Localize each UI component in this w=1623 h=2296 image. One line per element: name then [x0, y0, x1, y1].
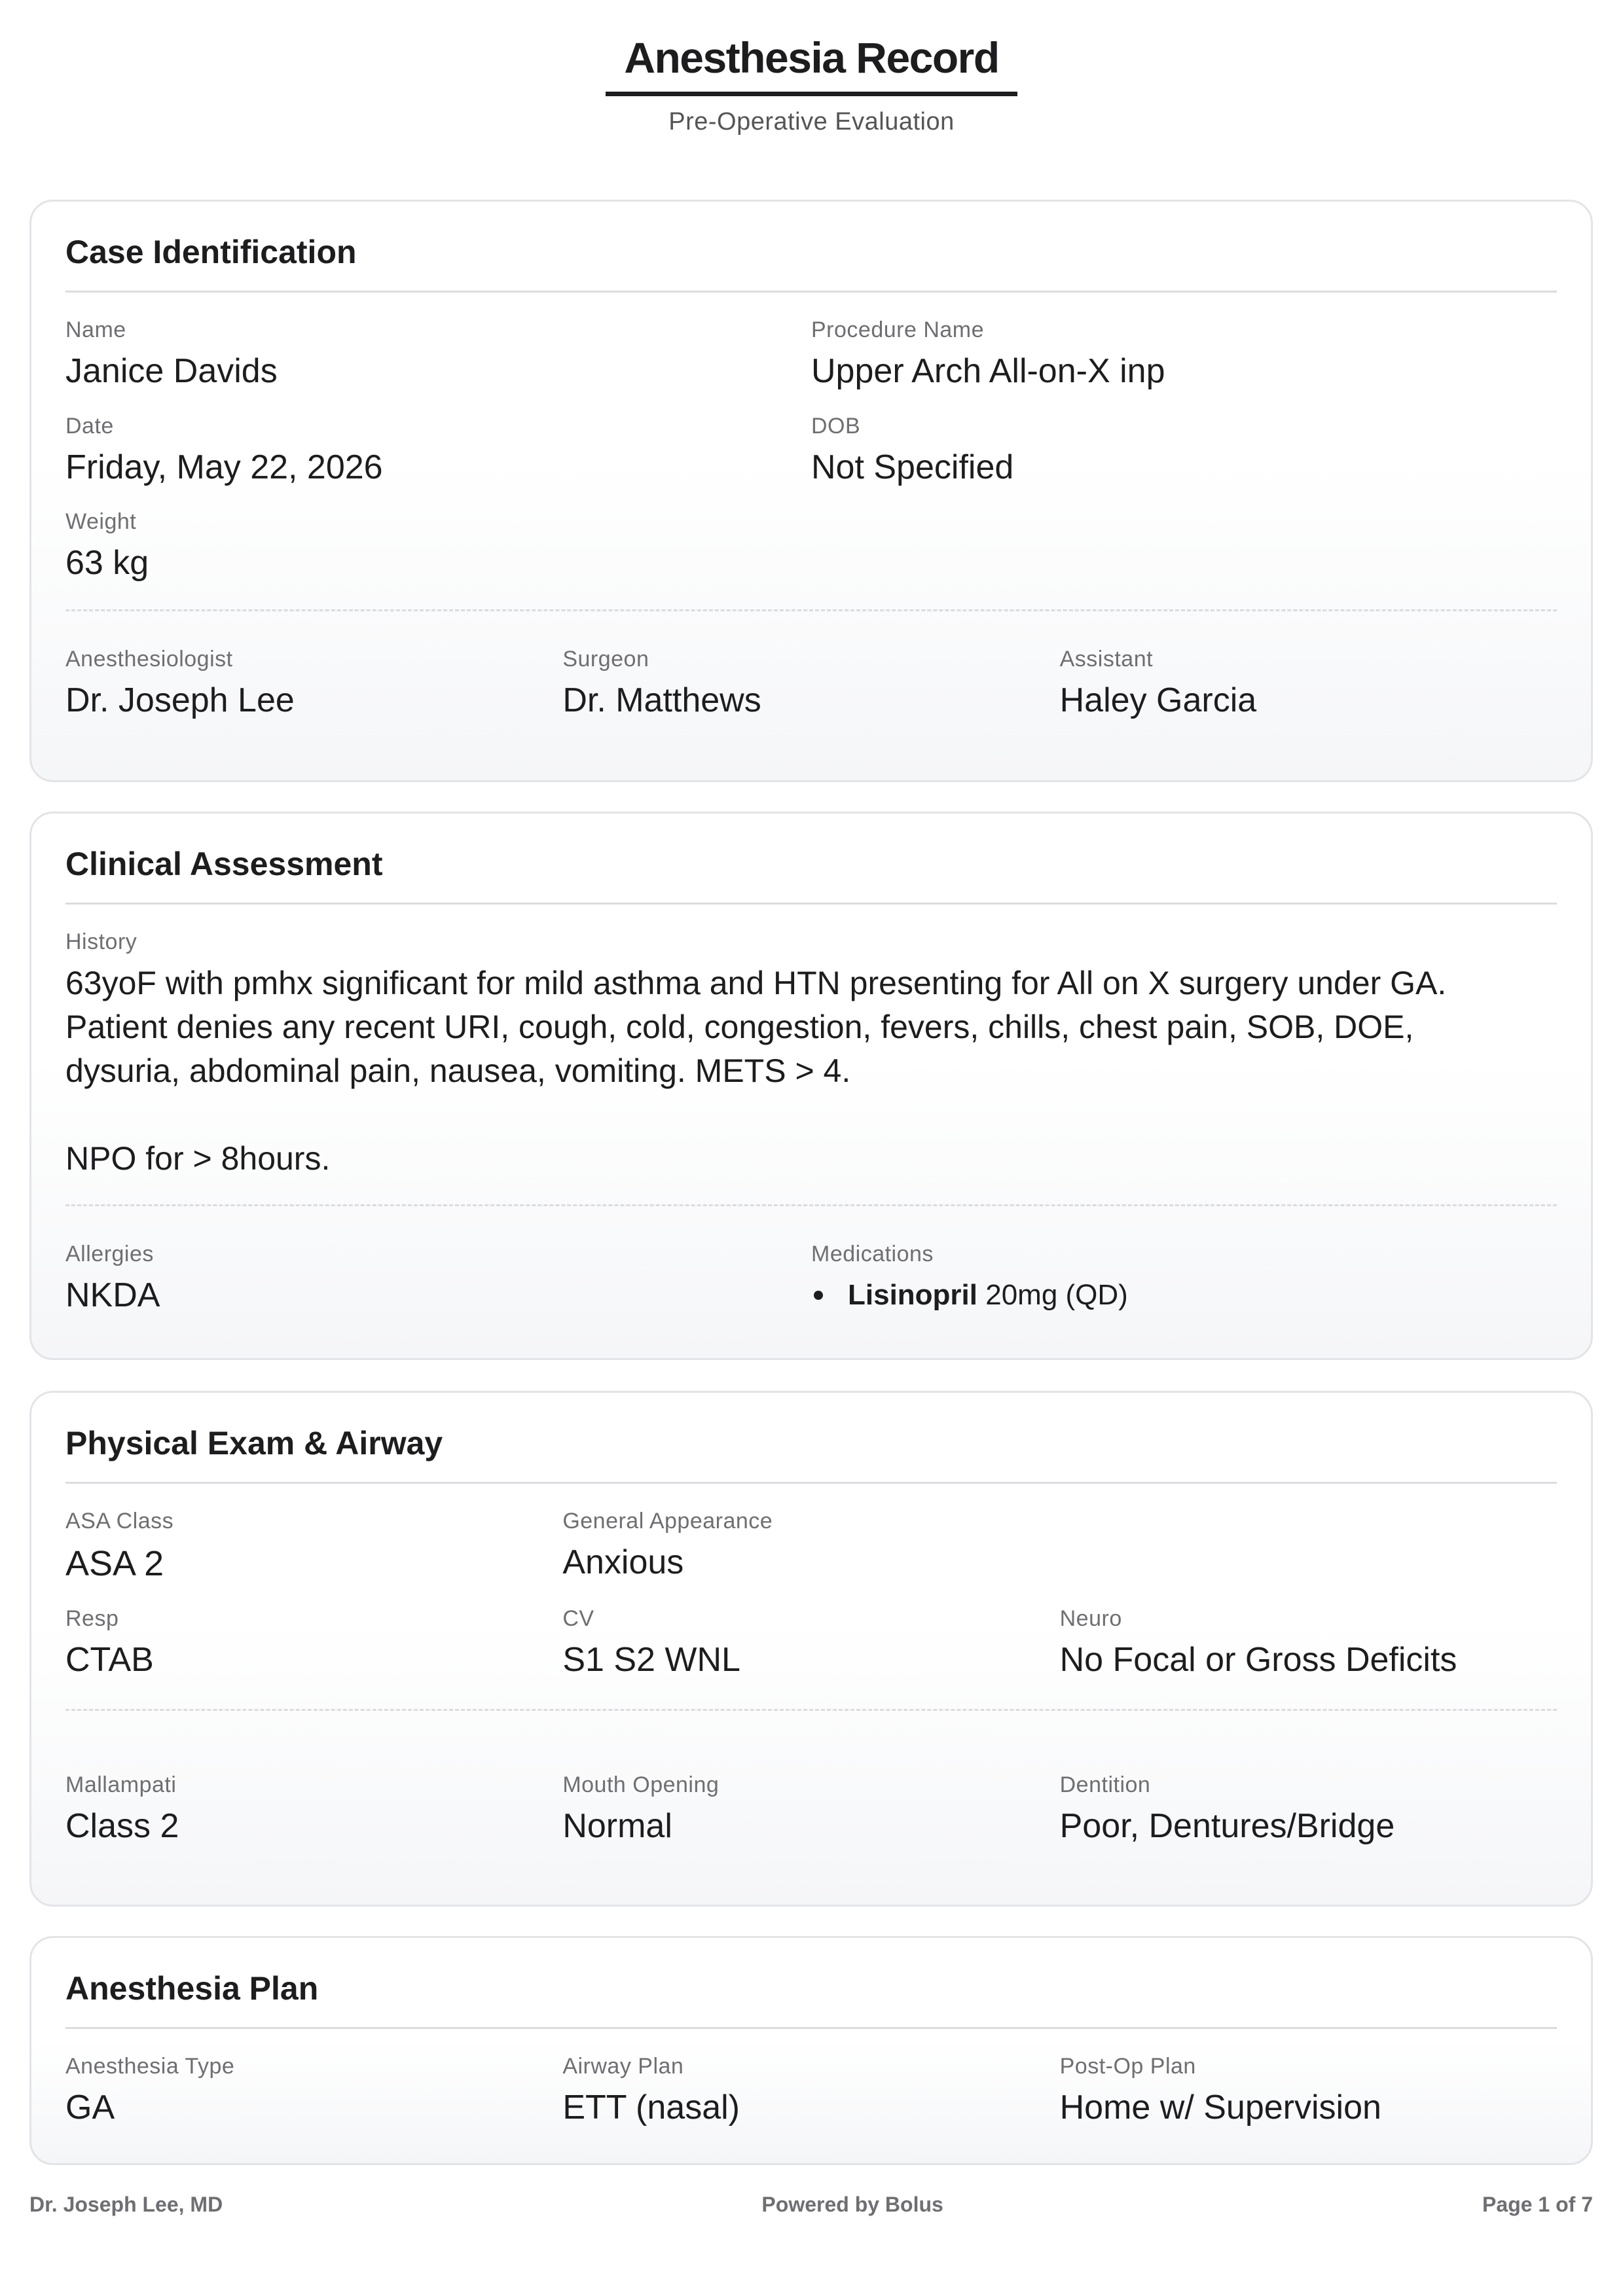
medications-list [811, 1276, 1557, 1314]
section-title: Clinical Assessment [65, 814, 1557, 905]
field-label: Anesthesiologist [65, 646, 233, 672]
field-label: Surgeon [562, 646, 649, 672]
medications-field [811, 1206, 1557, 1318]
cv-field [562, 1587, 1059, 1683]
resp-field [65, 1587, 562, 1683]
anesthesiologist-value: Dr. Joseph Lee [65, 681, 295, 719]
field-label: Airway Plan [562, 2054, 684, 2079]
anesthesia-type-value: GA [65, 2089, 115, 2126]
field-label: ASA Class [65, 1509, 174, 1534]
field-label: General Appearance [562, 1509, 773, 1534]
section-title: Physical Exam & Airway [65, 1393, 1557, 1484]
name-field [65, 293, 811, 394]
section-title: Case Identification [65, 202, 1557, 293]
field-label: Name [65, 317, 126, 342]
history-text: 63yoF with pmhx significant for mild asthma and HTN presenting for All on X surgery under GA. Patient denies any recent URI, cough, cold, congestion, fevers, chills, chest pain, SOB, DOE, dysuria, abdominal pain, nausea, vomiting. METS > 4. NPO for > 8hours. [65, 965, 1447, 1177]
page-subtitle: Pre-Operative Evaluation [668, 108, 955, 135]
page-number: Page 1 of 7 [1482, 2193, 1593, 2216]
anesthesia-type-field [65, 2029, 562, 2130]
surgeon-value: Dr. Matthews [562, 681, 761, 719]
mallampati-field [65, 1711, 562, 1849]
footer-powered-by: Powered by Bolus [761, 2193, 943, 2216]
allergies-value: NKDA [65, 1276, 160, 1314]
cv-value: S1 S2 WNL [562, 1641, 740, 1679]
field-label: Dentition [1059, 1772, 1151, 1797]
appearance-value: Anxious [562, 1543, 684, 1581]
field-label: Mouth Opening [562, 1772, 720, 1797]
allergies-field [65, 1206, 811, 1318]
date-field [65, 394, 811, 490]
page-title: Anesthesia Record [606, 33, 1017, 96]
procedure-field [811, 293, 1557, 394]
mouth-opening-field [562, 1711, 1059, 1849]
page-header [0, 33, 1623, 136]
field-label: Medications [811, 1242, 934, 1266]
airway-plan-field [562, 2029, 1059, 2130]
physical-exam-card [29, 1391, 1593, 1907]
field-label: Allergies [65, 1242, 154, 1266]
postop-plan-field [1060, 2029, 1557, 2130]
medication-item [811, 1276, 1557, 1314]
field-label: History [65, 929, 137, 954]
airway-plan-value: ETT (nasal) [562, 2089, 740, 2126]
resp-value: CTAB [65, 1641, 154, 1679]
field-label: Mallampati [65, 1772, 177, 1797]
dentition-value: Poor, Dentures/Bridge [1059, 1806, 1395, 1845]
section-title: Anesthesia Plan [65, 1938, 1557, 2029]
anesthesia-plan-card [29, 1936, 1593, 2165]
field-label: Post-Op Plan [1059, 2054, 1196, 2079]
medication-name: Lisinopril [848, 1279, 977, 1311]
dob-value: Not Specified [811, 448, 1014, 486]
neuro-value: No Focal or Gross Deficits [1059, 1641, 1457, 1679]
field-label: Date [65, 413, 114, 439]
field-label: Weight [65, 509, 137, 535]
weight-value: 63 kg [65, 544, 149, 583]
dentition-field [1060, 1711, 1557, 1849]
history-field [65, 905, 1557, 1181]
appearance-field [562, 1484, 1059, 1587]
field-label: Neuro [1059, 1606, 1122, 1632]
field-label: DOB [811, 413, 861, 439]
assistant-field [1060, 611, 1557, 723]
footer-provider: Dr. Joseph Lee, MD [29, 2193, 223, 2216]
case-identification-card [29, 200, 1593, 782]
mallampati-value: Class 2 [65, 1806, 179, 1845]
asa-field [65, 1484, 562, 1587]
dob-field [811, 394, 1557, 490]
neuro-field [1060, 1587, 1557, 1683]
clinical-assessment-card [29, 812, 1593, 1360]
field-label: Resp [65, 1606, 119, 1632]
field-label: Assistant [1059, 646, 1154, 672]
field-label: Procedure Name [811, 317, 985, 342]
procedure-name: Upper Arch All-on-X inp [811, 352, 1165, 390]
patient-name: Janice Davids [65, 352, 278, 390]
anesthesiologist-field [65, 611, 562, 723]
mouth-opening-value: Normal [562, 1806, 672, 1845]
surgeon-field [562, 611, 1059, 723]
field-label: Anesthesia Type [65, 2054, 235, 2079]
weight-field [65, 490, 811, 586]
postop-plan-value: Home w/ Supervision [1059, 2089, 1381, 2126]
asa-value: ASA 2 [65, 1544, 164, 1583]
case-date: Friday, May 22, 2026 [65, 448, 383, 486]
field-label: CV [562, 1606, 594, 1632]
medication-dose: 20mg (QD) [977, 1279, 1128, 1311]
page-footer [29, 2193, 1593, 2217]
assistant-value: Haley Garcia [1059, 681, 1257, 719]
